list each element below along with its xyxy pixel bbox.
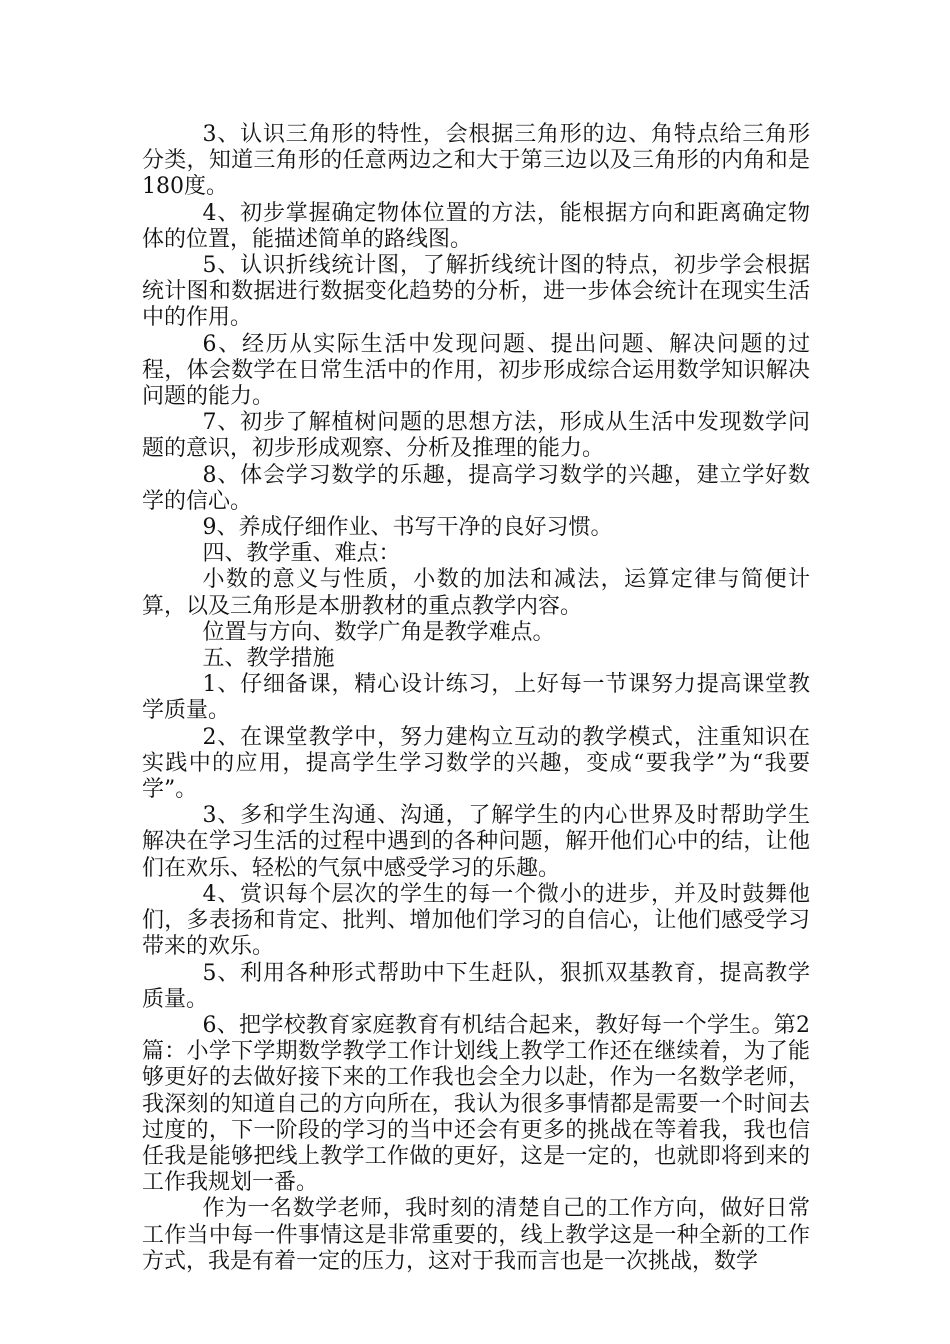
paragraph-goal-5: 5、认识折线统计图，了解折线统计图的特点，初步学会根据统计图和数据进行数据变化趋势的分析，进一步体会统计在现实生活中的作用。 [142, 253, 810, 331]
section-heading-key-points: 四、教学重、难点： [202, 541, 401, 567]
paragraph-closing: 作为一名数学老师，我时刻的清楚自己的工作方向，做好日常工作当中每一件事情这是非常重要的，线上教学这是一种全新的工作方式，我是有着一定的压力，这对于我而言也是一次挑战，数学 [142, 1196, 810, 1274]
paragraph-measure-1: 1、仔细备课，精心设计练习，上好每一节课努力提高课堂教学质量。 [142, 672, 810, 724]
paragraph-goal-9: 9、养成仔细作业、书写干净的良好习惯。 [202, 515, 613, 541]
paragraph-goal-8: 8、体会学习数学的乐趣，提高学习数学的兴趣，建立学好数学的信心。 [142, 462, 810, 514]
paragraph-measure-2: 2、在课堂教学中，努力建构立互动的教学模式，注重知识在实践中的应用，提高学生学习数学的兴趣，变成“要我学”为“我要学”。 [142, 724, 810, 803]
document-body [142, 122, 810, 1275]
paragraph-goal-3: 3、认识三角形的特性，会根据三角形的边、角特点给三角形分类，知道三角形的任意两边之和大于第三边以及三角形的内角和是180度。 [142, 122, 810, 200]
section-heading-measures: 五、教学措施 [202, 646, 335, 672]
paragraph-measure-5: 5、利用各种形式帮助中下生赶队，狠抓双基教育，提高教学质量。 [142, 960, 810, 1012]
paragraph-measure-6: 6、把学校教育家庭教育有机结合起来，教好每一个学生。第2篇：小学下学期数学教学工作计划线上教学工作还在继续着，为了能够更好的去做好接下来的工作我也会全力以赴，作为一名数学老师，我深刻的知道自己的方向所在，我认为很多事情都是需要一个时间去过度的，下一阶段的学习的当中还会有更多的挑战在等着我，我也信任我是能够把线上教学工作做的更好，这是一定的，也就即将到来的工作我规划一番。 [142, 1012, 810, 1196]
paragraph-goal-4: 4、初步掌握确定物体位置的方法，能根据方向和距离确定物体的位置，能描述简单的路线图。 [142, 200, 810, 252]
paragraph-measure-4: 4、赏识每个层次的学生的每一个微小的进步，并及时鼓舞他们，多表扬和肯定、批判、增加他们学习的自信心，让他们感受学习带来的欢乐。 [142, 881, 810, 960]
paragraph-goal-7: 7、初步了解植树问题的思想方法，形成从生活中发现数学问题的意识，初步形成观察、分析及推理的能力。 [142, 410, 810, 462]
paragraph-goal-6: 6、经历从实际生活中发现问题、提出问题、解决问题的过程，体会数学在日常生活中的作用，初步形成综合运用数学知识解决问题的能力。 [142, 331, 810, 410]
paragraph-key-points: 小数的意义与性质，小数的加法和减法，运算定律与简便计算，以及三角形是本册教材的重点教学内容。 [142, 567, 810, 619]
paragraph-measure-3: 3、多和学生沟通、沟通，了解学生的内心世界及时帮助学生解决在学习生活的过程中遇到的各种问题，解开他们心中的结，让他们在欢乐、轻松的气氛中感受学习的乐趣。 [142, 803, 810, 881]
paragraph-difficult-points: 位置与方向、数学广角是教学难点。 [202, 619, 555, 645]
